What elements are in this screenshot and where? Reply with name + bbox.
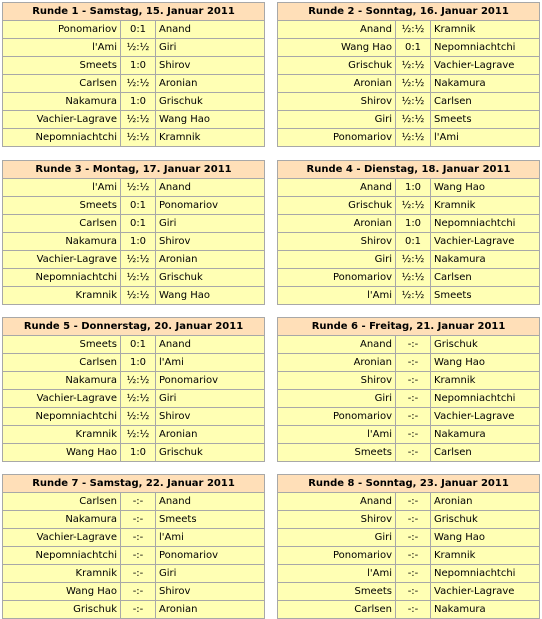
white-player: Aronian xyxy=(278,215,396,233)
game-row xyxy=(3,215,265,233)
black-player: Nakamura xyxy=(431,251,540,269)
game-result: 1:0 xyxy=(396,179,431,197)
black-player: Smeets xyxy=(431,111,540,129)
game-result: -:- xyxy=(396,565,431,583)
black-player: Shirov xyxy=(156,233,265,251)
game-result: ½:½ xyxy=(396,129,431,147)
white-player: Carlsen xyxy=(3,75,121,93)
game-result: 0:1 xyxy=(121,21,156,39)
white-player: Ponomariov xyxy=(278,547,396,565)
game-row xyxy=(278,547,540,565)
white-player: Vachier-Lagrave xyxy=(3,390,121,408)
game-row xyxy=(278,21,540,39)
game-result: 1:0 xyxy=(121,354,156,372)
game-row xyxy=(3,39,265,57)
black-player: Nepomniachtchi xyxy=(431,215,540,233)
game-result: ½:½ xyxy=(396,111,431,129)
game-row xyxy=(278,269,540,287)
game-result: ½:½ xyxy=(121,251,156,269)
black-player: Wang Hao xyxy=(431,354,540,372)
black-player: Grischuk xyxy=(431,511,540,529)
round-title: Runde 1 - Samstag, 15. Januar 2011 xyxy=(3,3,265,21)
white-player: Nepomniachtchi xyxy=(3,269,121,287)
game-row xyxy=(3,493,265,511)
game-row xyxy=(278,583,540,601)
game-row xyxy=(3,179,265,197)
white-player: Giri xyxy=(278,390,396,408)
black-player: Kramnik xyxy=(431,197,540,215)
white-player: l'Ami xyxy=(3,39,121,57)
round-table-5 xyxy=(2,317,265,462)
game-result: ½:½ xyxy=(121,129,156,147)
game-result: -:- xyxy=(396,408,431,426)
game-row xyxy=(278,287,540,305)
game-result: ½:½ xyxy=(396,269,431,287)
game-result: 0:1 xyxy=(121,197,156,215)
white-player: Nepomniachtchi xyxy=(3,547,121,565)
game-row xyxy=(3,269,265,287)
white-player: Smeets xyxy=(3,336,121,354)
game-result: ½:½ xyxy=(121,372,156,390)
game-result: -:- xyxy=(396,529,431,547)
game-row xyxy=(278,129,540,147)
game-row xyxy=(278,251,540,269)
game-result: -:- xyxy=(121,529,156,547)
black-player: Wang Hao xyxy=(156,111,265,129)
game-row xyxy=(278,372,540,390)
game-result: 1:0 xyxy=(121,93,156,111)
white-player: Smeets xyxy=(278,444,396,462)
game-result: ½:½ xyxy=(121,426,156,444)
game-row xyxy=(278,390,540,408)
white-player: Carlsen xyxy=(3,215,121,233)
game-row xyxy=(3,197,265,215)
game-row xyxy=(278,75,540,93)
black-player: Wang Hao xyxy=(431,529,540,547)
game-row xyxy=(3,547,265,565)
game-row xyxy=(3,426,265,444)
white-player: Wang Hao xyxy=(278,39,396,57)
black-player: Smeets xyxy=(431,287,540,305)
black-player: Nepomniachtchi xyxy=(431,565,540,583)
white-player: Giri xyxy=(278,529,396,547)
white-player: l'Ami xyxy=(3,179,121,197)
black-player: Anand xyxy=(156,336,265,354)
game-row xyxy=(278,426,540,444)
game-result: ½:½ xyxy=(121,179,156,197)
game-result: -:- xyxy=(121,565,156,583)
white-player: Nepomniachtchi xyxy=(3,408,121,426)
game-row xyxy=(278,179,540,197)
game-result: 0:1 xyxy=(121,336,156,354)
white-player: l'Ami xyxy=(278,426,396,444)
game-result: ½:½ xyxy=(121,408,156,426)
black-player: Carlsen xyxy=(431,269,540,287)
game-result: 0:1 xyxy=(121,215,156,233)
game-row xyxy=(278,511,540,529)
white-player: Wang Hao xyxy=(3,444,121,462)
black-player: Smeets xyxy=(156,511,265,529)
white-player: Giri xyxy=(278,111,396,129)
game-row xyxy=(278,39,540,57)
black-player: Giri xyxy=(156,390,265,408)
white-player: Nakamura xyxy=(3,372,121,390)
black-player: Nakamura xyxy=(431,601,540,619)
game-result: -:- xyxy=(396,547,431,565)
black-player: Nakamura xyxy=(431,75,540,93)
black-player: Shirov xyxy=(156,583,265,601)
white-player: Aronian xyxy=(278,75,396,93)
white-player: Carlsen xyxy=(278,601,396,619)
round-table-8 xyxy=(277,474,540,619)
white-player: Anand xyxy=(278,21,396,39)
game-row xyxy=(3,111,265,129)
black-player: Giri xyxy=(156,565,265,583)
game-row xyxy=(3,287,265,305)
black-player: Shirov xyxy=(156,57,265,75)
black-player: l'Ami xyxy=(431,129,540,147)
black-player: Aronian xyxy=(156,601,265,619)
game-row xyxy=(278,408,540,426)
game-result: ½:½ xyxy=(121,390,156,408)
game-row xyxy=(3,511,265,529)
game-row xyxy=(3,565,265,583)
game-result: -:- xyxy=(396,511,431,529)
round-table-1 xyxy=(2,2,265,147)
black-player: Aronian xyxy=(156,75,265,93)
white-player: Nakamura xyxy=(3,511,121,529)
game-result: ½:½ xyxy=(396,21,431,39)
game-row xyxy=(278,601,540,619)
white-player: Vachier-Lagrave xyxy=(3,111,121,129)
round-title: Runde 7 - Samstag, 22. Januar 2011 xyxy=(3,475,265,493)
black-player: Vachier-Lagrave xyxy=(431,233,540,251)
white-player: Anand xyxy=(278,179,396,197)
black-player: Vachier-Lagrave xyxy=(431,408,540,426)
white-player: Smeets xyxy=(3,197,121,215)
game-result: 1:0 xyxy=(121,57,156,75)
white-player: Nakamura xyxy=(3,93,121,111)
game-row xyxy=(3,251,265,269)
game-result: ½:½ xyxy=(396,251,431,269)
white-player: Nepomniachtchi xyxy=(3,129,121,147)
black-player: Carlsen xyxy=(431,93,540,111)
round-table-3 xyxy=(2,160,265,305)
white-player: Smeets xyxy=(3,57,121,75)
white-player: Kramnik xyxy=(3,287,121,305)
black-player: l'Ami xyxy=(156,529,265,547)
game-result: -:- xyxy=(396,493,431,511)
white-player: Aronian xyxy=(278,354,396,372)
black-player: Nakamura xyxy=(431,426,540,444)
black-player: Anand xyxy=(156,493,265,511)
game-row xyxy=(278,197,540,215)
black-player: Grischuk xyxy=(156,93,265,111)
round-title: Runde 4 - Dienstag, 18. Januar 2011 xyxy=(278,161,540,179)
round-table-4 xyxy=(277,160,540,305)
black-player: Kramnik xyxy=(431,21,540,39)
game-row xyxy=(3,354,265,372)
black-player: Anand xyxy=(156,179,265,197)
black-player: Ponomariov xyxy=(156,197,265,215)
black-player: Wang Hao xyxy=(431,179,540,197)
game-row xyxy=(3,583,265,601)
black-player: Shirov xyxy=(156,408,265,426)
game-result: -:- xyxy=(396,354,431,372)
game-result: ½:½ xyxy=(396,93,431,111)
game-row xyxy=(278,57,540,75)
white-player: Giri xyxy=(278,251,396,269)
game-result: -:- xyxy=(121,583,156,601)
game-result: -:- xyxy=(121,547,156,565)
game-row xyxy=(3,129,265,147)
white-player: Nakamura xyxy=(3,233,121,251)
white-player: Vachier-Lagrave xyxy=(3,529,121,547)
game-result: -:- xyxy=(396,601,431,619)
game-result: -:- xyxy=(121,493,156,511)
game-result: ½:½ xyxy=(121,111,156,129)
game-row xyxy=(3,233,265,251)
round-title: Runde 5 - Donnerstag, 20. Januar 2011 xyxy=(3,318,265,336)
game-row xyxy=(3,529,265,547)
white-player: Vachier-Lagrave xyxy=(3,251,121,269)
game-result: -:- xyxy=(396,583,431,601)
game-row xyxy=(3,93,265,111)
white-player: Anand xyxy=(278,493,396,511)
white-player: l'Ami xyxy=(278,287,396,305)
game-row xyxy=(278,233,540,251)
game-result: -:- xyxy=(396,372,431,390)
game-result: 1:0 xyxy=(121,233,156,251)
black-player: Nepomniachtchi xyxy=(431,390,540,408)
round-title: Runde 6 - Freitag, 21. Januar 2011 xyxy=(278,318,540,336)
game-row xyxy=(278,444,540,462)
round-table-7 xyxy=(2,474,265,619)
white-player: Shirov xyxy=(278,511,396,529)
black-player: Grischuk xyxy=(156,269,265,287)
game-result: -:- xyxy=(121,601,156,619)
game-row xyxy=(278,336,540,354)
game-row xyxy=(278,111,540,129)
game-result: ½:½ xyxy=(396,57,431,75)
game-result: ½:½ xyxy=(396,287,431,305)
game-row xyxy=(278,565,540,583)
black-player: Kramnik xyxy=(156,129,265,147)
game-result: ½:½ xyxy=(396,197,431,215)
black-player: Grischuk xyxy=(431,336,540,354)
game-row xyxy=(3,21,265,39)
black-player: Vachier-Lagrave xyxy=(431,57,540,75)
game-result: -:- xyxy=(396,426,431,444)
black-player: Ponomariov xyxy=(156,372,265,390)
white-player: Grischuk xyxy=(278,197,396,215)
game-result: ½:½ xyxy=(396,75,431,93)
game-result: 1:0 xyxy=(121,444,156,462)
black-player: Giri xyxy=(156,215,265,233)
game-result: 1:0 xyxy=(396,215,431,233)
white-player: Anand xyxy=(278,336,396,354)
game-result: -:- xyxy=(396,390,431,408)
round-title: Runde 2 - Sonntag, 16. Januar 2011 xyxy=(278,3,540,21)
game-row xyxy=(278,93,540,111)
game-result: ½:½ xyxy=(121,287,156,305)
round-table-2 xyxy=(277,2,540,147)
white-player: Ponomariov xyxy=(3,21,121,39)
black-player: Kramnik xyxy=(431,547,540,565)
white-player: Kramnik xyxy=(3,426,121,444)
black-player: Anand xyxy=(156,21,265,39)
white-player: Grischuk xyxy=(278,57,396,75)
white-player: Ponomariov xyxy=(278,408,396,426)
game-result: ½:½ xyxy=(121,75,156,93)
game-result: 0:1 xyxy=(396,39,431,57)
game-row xyxy=(3,408,265,426)
black-player: Wang Hao xyxy=(156,287,265,305)
white-player: l'Ami xyxy=(278,565,396,583)
black-player: Kramnik xyxy=(431,372,540,390)
game-row xyxy=(3,57,265,75)
black-player: Giri xyxy=(156,39,265,57)
game-row xyxy=(278,529,540,547)
white-player: Shirov xyxy=(278,93,396,111)
game-row xyxy=(3,601,265,619)
white-player: Grischuk xyxy=(3,601,121,619)
white-player: Carlsen xyxy=(3,493,121,511)
black-player: Grischuk xyxy=(156,444,265,462)
game-row xyxy=(278,493,540,511)
round-title: Runde 3 - Montag, 17. Januar 2011 xyxy=(3,161,265,179)
white-player: Shirov xyxy=(278,233,396,251)
white-player: Ponomariov xyxy=(278,269,396,287)
game-row xyxy=(3,390,265,408)
white-player: Wang Hao xyxy=(3,583,121,601)
black-player: Nepomniachtchi xyxy=(431,39,540,57)
white-player: Ponomariov xyxy=(278,129,396,147)
game-result: ½:½ xyxy=(121,39,156,57)
black-player: Aronian xyxy=(156,426,265,444)
game-row xyxy=(278,215,540,233)
game-result: -:- xyxy=(121,511,156,529)
black-player: Aronian xyxy=(156,251,265,269)
black-player: l'Ami xyxy=(156,354,265,372)
black-player: Ponomariov xyxy=(156,547,265,565)
black-player: Vachier-Lagrave xyxy=(431,583,540,601)
game-result: 0:1 xyxy=(396,233,431,251)
game-row xyxy=(3,444,265,462)
game-row xyxy=(3,75,265,93)
white-player: Kramnik xyxy=(3,565,121,583)
game-row xyxy=(3,372,265,390)
game-result: ½:½ xyxy=(121,269,156,287)
game-result: -:- xyxy=(396,444,431,462)
white-player: Carlsen xyxy=(3,354,121,372)
round-table-6 xyxy=(277,317,540,462)
game-row xyxy=(3,336,265,354)
round-title: Runde 8 - Sonntag, 23. Januar 2011 xyxy=(278,475,540,493)
black-player: Aronian xyxy=(431,493,540,511)
game-row xyxy=(278,354,540,372)
game-result: -:- xyxy=(396,336,431,354)
black-player: Carlsen xyxy=(431,444,540,462)
white-player: Smeets xyxy=(278,583,396,601)
white-player: Shirov xyxy=(278,372,396,390)
